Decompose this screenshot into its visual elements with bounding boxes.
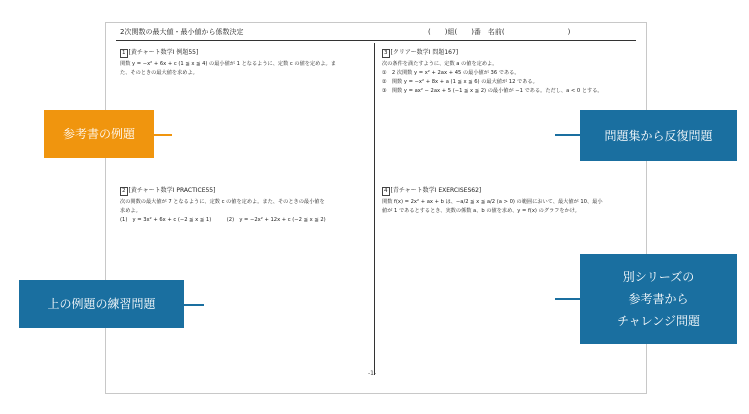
worksheet-page [105,22,647,394]
problem-line: 関数 f(x) = 2x² + ax + b は、−a/2 ≦ x ≦ a/2 (a > 0) の範囲において、最大値が 10、最小 [382,199,603,205]
problem-heading: [黄チャート数学Ⅰ PRACTICE55] [128,187,216,194]
callout-example [44,110,154,158]
callout-practice [19,280,184,328]
problem-line: (1) y = 3x² + 6x + c (−2 ≦ x ≦ 1) (2) y = −2x² + 12x + c (−2 ≦ x ≦ 2) [120,217,326,223]
header-rule [116,40,636,41]
problem-line: ③ 関数 y = ax² − 2ax + 5 (−1 ≦ x ≦ 2) の最小値が −1 である。ただし、a < 0 とする。 [382,88,603,94]
callout-example-label: 参考書の例題 [62,127,135,141]
callout-challenge-line: 別シリーズの [622,270,695,284]
problem-1 [120,48,370,78]
problem-line: ② 関数 y = −x² + 8x + a (1 ≦ x ≦ 6) の最大値が 12 である。 [382,79,538,85]
problem-line: 値が 1 であるとするとき、実数の係数 a、b の値を求め、y = f(x) のグラフをかけ。 [382,208,580,214]
problem-number: 2 [122,188,126,194]
problem-line: 次の関数の最大値が 7 となるように、定数 c の値を定めよ。また、そのときの最小値を [120,199,325,205]
callout-challenge-line: 参考書から [628,292,689,306]
class-name-field: ( )組( )番 名前( ) [428,28,571,36]
worksheet-title: 2次関数の最大値・最小値から係数決定 [120,28,244,36]
problem-line: ① 2 次関数 y = x² + 2ax + 45 の最小値が 36 である。 [382,70,520,76]
problem-3 [382,48,642,96]
problem-line: た、そのときの最大値を求めよ。 [120,70,198,76]
callout-repeat [580,110,737,161]
problem-number: 3 [384,50,388,56]
problem-line: 求めよ。 [120,208,141,214]
callout-example-connector [154,134,172,136]
problem-4 [382,186,642,216]
callout-repeat-label: 問題集から反復問題 [604,128,713,143]
callout-repeat-connector [555,134,580,136]
page-number: -1- [368,370,377,377]
callout-practice-label: 上の例題の練習問題 [47,297,156,311]
problem-heading: [青チャート数学Ⅰ EXERCISES62] [390,187,482,194]
callout-challenge-connector [555,298,580,300]
problem-heading: [黄チャート数学Ⅰ 例題55] [128,49,199,56]
column-divider [374,43,375,375]
problem-heading: [クリアー数学Ⅰ 問題167] [390,49,459,56]
problem-number: 4 [384,188,388,194]
problem-line: 次の条件を満たすように、定数 a の値を定めよ。 [382,61,498,67]
problem-number: 1 [122,50,126,56]
callout-challenge-line: チャレンジ問題 [616,314,701,328]
callout-practice-connector [184,304,204,306]
problem-2 [120,186,370,225]
problem-line: 関数 y = −x² + 6x + c (1 ≦ x ≦ 4) の最小値が 1 となるように、定数 c の値を定めよ。ま [120,61,336,67]
callout-challenge [580,254,737,344]
